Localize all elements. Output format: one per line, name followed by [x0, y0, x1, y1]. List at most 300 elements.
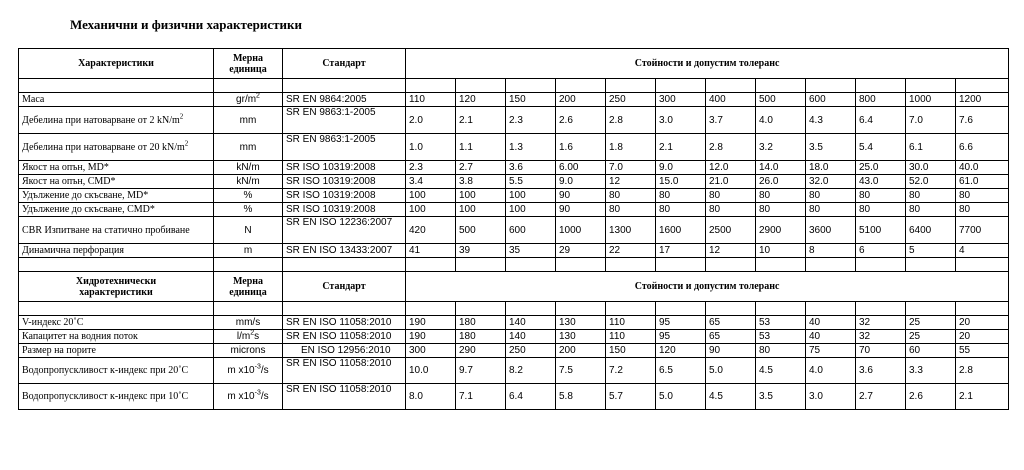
header-unit-line2: единица: [229, 63, 267, 75]
value-cell: 600: [506, 217, 556, 244]
value-cell: 150: [606, 344, 656, 358]
value-cell: 100: [506, 203, 556, 217]
table-row: [19, 161, 1009, 175]
value-cell: 41: [406, 244, 456, 258]
value-cell: 80: [756, 203, 806, 217]
standard-cell: SR EN ISO 13433:2007: [283, 244, 406, 258]
empty-cell: [606, 258, 656, 272]
unit-cell: [214, 358, 283, 384]
value-cell: 70: [856, 344, 906, 358]
value-cell: 300: [656, 93, 706, 107]
value-cell: 500: [456, 217, 506, 244]
value-cell: 100: [406, 189, 456, 203]
value-cell: 75: [806, 344, 856, 358]
value-cell: 4.0: [756, 107, 806, 134]
value-cell: 500: [756, 93, 806, 107]
standard-cell: SR ISO 10319:2008: [283, 189, 406, 203]
value-cell: 1.0: [406, 134, 456, 161]
standard-cell: SR EN ISO 11058:2010: [283, 358, 406, 384]
value-cell: 10.0: [406, 358, 456, 384]
value-cell: 20: [956, 316, 1009, 330]
value-cell: 65: [706, 330, 756, 344]
header-unit-line1: Мерна: [232, 52, 264, 64]
table-row: [19, 330, 1009, 344]
header-unit-line1: Мерна: [232, 275, 264, 287]
value-cell: 39: [456, 244, 506, 258]
standard-cell: SR EN ISO 11058:2010: [283, 316, 406, 330]
value-cell: 3.7: [706, 107, 756, 134]
empty-cell: [806, 302, 856, 316]
unit-text: %: [243, 190, 253, 201]
unit-suffix: /s: [260, 391, 269, 402]
value-cell: 3.0: [806, 384, 856, 410]
value-cell: 3.5: [806, 134, 856, 161]
value-cell: 2.6: [556, 107, 606, 134]
empty-cell: [656, 302, 706, 316]
empty-cell: [906, 258, 956, 272]
empty-cell: [283, 302, 406, 316]
value-cell: 6.4: [506, 384, 556, 410]
value-cell: 32: [856, 316, 906, 330]
unit-superscript: 2: [250, 329, 255, 337]
value-cell: 9.0: [656, 161, 706, 175]
value-cell: 5.7: [606, 384, 656, 410]
table-row: [19, 107, 1009, 134]
header-unit-line2: единица: [229, 286, 267, 298]
unit-cell: [214, 107, 283, 134]
value-cell: 21.0: [706, 175, 756, 189]
spacer-row: [19, 79, 1009, 93]
unit-text: kN/m: [236, 162, 260, 173]
value-cell: 90: [706, 344, 756, 358]
value-cell: 8.2: [506, 358, 556, 384]
header-row-hydro: [19, 272, 1009, 302]
value-cell: 3600: [806, 217, 856, 244]
value-cell: 14.0: [756, 161, 806, 175]
value-cell: 6.4: [856, 107, 906, 134]
value-cell: 9.7: [456, 358, 506, 384]
value-cell: 80: [606, 203, 656, 217]
table-row: [19, 244, 1009, 258]
value-cell: 1600: [656, 217, 706, 244]
unit-superscript: 2: [256, 92, 260, 100]
empty-cell: [406, 79, 456, 93]
empty-cell: [606, 302, 656, 316]
characteristic-name-text: Маса: [22, 94, 45, 105]
table-row: [19, 175, 1009, 189]
value-cell: 2500: [706, 217, 756, 244]
unit-superscript: -3: [254, 389, 261, 397]
header-values: Стойности и допустим толеранс: [406, 49, 1009, 79]
empty-cell: [456, 258, 506, 272]
value-cell: 1.3: [506, 134, 556, 161]
standard-cell: SR EN 9864:2005: [283, 93, 406, 107]
empty-cell: [283, 79, 406, 93]
value-cell: 2.1: [956, 384, 1009, 410]
empty-cell: [19, 258, 214, 272]
value-cell: 120: [656, 344, 706, 358]
value-cell: 80: [656, 203, 706, 217]
value-cell: 2.0: [406, 107, 456, 134]
table-row: [19, 189, 1009, 203]
value-cell: 5.4: [856, 134, 906, 161]
value-cell: 4.5: [756, 358, 806, 384]
value-cell: 120: [456, 93, 506, 107]
value-cell: 7.2: [606, 358, 656, 384]
value-cell: 140: [506, 330, 556, 344]
empty-cell: [606, 79, 656, 93]
unit-cell: [214, 203, 283, 217]
characteristic-name-text: Капацитет на водния поток: [22, 331, 138, 342]
value-cell: 110: [406, 93, 456, 107]
value-cell: 100: [406, 203, 456, 217]
empty-cell: [456, 79, 506, 93]
value-cell: 90: [556, 203, 606, 217]
table-row: [19, 384, 1009, 410]
value-cell: 7.0: [906, 107, 956, 134]
value-cell: 12: [706, 244, 756, 258]
empty-cell: [406, 258, 456, 272]
value-cell: 3.3: [906, 358, 956, 384]
value-cell: 4.0: [806, 358, 856, 384]
value-cell: 190: [406, 316, 456, 330]
empty-cell: [19, 79, 214, 93]
value-cell: 3.6: [506, 161, 556, 175]
value-cell: 20: [956, 330, 1009, 344]
value-cell: 6.5: [656, 358, 706, 384]
value-cell: 1.8: [606, 134, 656, 161]
unit-cell: [214, 175, 283, 189]
characteristics-table: [18, 48, 1009, 410]
standard-cell: SR EN 9863:1-2005: [283, 107, 406, 134]
value-cell: 7700: [956, 217, 1009, 244]
characteristic-name-text: Водопропускливост к-индекс при 10˚C: [22, 391, 189, 402]
characteristic-name: [19, 161, 214, 175]
value-cell: 180: [456, 316, 506, 330]
characteristic-name: [19, 316, 214, 330]
characteristic-name: [19, 330, 214, 344]
empty-cell: [806, 258, 856, 272]
name-superscript: 2: [179, 112, 184, 121]
value-cell: 55: [956, 344, 1009, 358]
value-cell: 80: [856, 189, 906, 203]
unit-cell: [214, 316, 283, 330]
characteristic-name-text: Водопропускливост к-индекс при 20˚C: [22, 365, 189, 376]
unit-suffix: /s: [260, 365, 269, 376]
unit-text: kN/m: [236, 176, 260, 187]
empty-cell: [214, 79, 283, 93]
value-cell: 3.2: [756, 134, 806, 161]
characteristic-name: [19, 93, 214, 107]
value-cell: 43.0: [856, 175, 906, 189]
value-cell: 12.0: [706, 161, 756, 175]
value-cell: 9.0: [556, 175, 606, 189]
empty-cell: [706, 79, 756, 93]
characteristic-name-text: Дебелина при натоварване от 2 kN/m: [22, 114, 180, 126]
standard-cell: SR EN 9863:1-2005: [283, 134, 406, 161]
unit-text: l/m: [236, 331, 251, 342]
empty-cell: [556, 79, 606, 93]
value-cell: 2.8: [706, 134, 756, 161]
value-cell: 5: [906, 244, 956, 258]
value-cell: 100: [456, 203, 506, 217]
value-cell: 2.1: [656, 134, 706, 161]
characteristic-name-text: CBR Изпитване на статично пробиване: [22, 224, 190, 236]
value-cell: 40: [806, 330, 856, 344]
characteristic-name-text: V-индекс 20˚C: [22, 317, 84, 328]
unit-text: m x10: [227, 391, 255, 402]
empty-cell: [706, 302, 756, 316]
empty-cell: [283, 258, 406, 272]
table-body: [19, 49, 1009, 410]
table-row: [19, 358, 1009, 384]
unit-text: %: [243, 204, 253, 215]
value-cell: 17: [656, 244, 706, 258]
value-cell: 7.5: [556, 358, 606, 384]
value-cell: 90: [556, 189, 606, 203]
value-cell: 2.3: [506, 107, 556, 134]
characteristic-name: [19, 244, 214, 258]
unit-cell: [214, 344, 283, 358]
unit-cell: [214, 93, 283, 107]
value-cell: 3.6: [856, 358, 906, 384]
value-cell: 800: [856, 93, 906, 107]
empty-cell: [506, 302, 556, 316]
value-cell: 110: [606, 316, 656, 330]
empty-cell: [706, 258, 756, 272]
value-cell: 32: [856, 330, 906, 344]
value-cell: 80: [906, 189, 956, 203]
value-cell: 2.6: [906, 384, 956, 410]
value-cell: 2.1: [456, 107, 506, 134]
table-row: [19, 344, 1009, 358]
value-cell: 1200: [956, 93, 1009, 107]
value-cell: 1000: [556, 217, 606, 244]
value-cell: 8.0: [406, 384, 456, 410]
unit-suffix: s: [254, 331, 260, 342]
value-cell: 2.7: [456, 161, 506, 175]
unit-text: m: [243, 245, 253, 256]
unit-text: m x10: [227, 365, 255, 376]
standard-cell: EN ISO 12956:2010: [283, 344, 406, 358]
value-cell: 1.6: [556, 134, 606, 161]
value-cell: 30.0: [906, 161, 956, 175]
value-cell: 7.6: [956, 107, 1009, 134]
unit-text: mm: [239, 141, 257, 153]
header-hydro-line2: характеристики: [79, 286, 153, 298]
value-cell: 140: [506, 316, 556, 330]
value-cell: 4.3: [806, 107, 856, 134]
header-values: Стойности и допустим толеранс: [406, 272, 1009, 302]
value-cell: 52.0: [906, 175, 956, 189]
characteristic-name: [19, 175, 214, 189]
characteristic-name-text: Удължение до скъсване, MD*: [22, 190, 149, 201]
value-cell: 5.8: [556, 384, 606, 410]
value-cell: 290: [456, 344, 506, 358]
value-cell: 2.3: [406, 161, 456, 175]
unit-cell: [214, 217, 283, 244]
value-cell: 420: [406, 217, 456, 244]
empty-cell: [656, 258, 706, 272]
empty-cell: [506, 79, 556, 93]
value-cell: 40: [806, 316, 856, 330]
value-cell: 5100: [856, 217, 906, 244]
value-cell: 1300: [606, 217, 656, 244]
empty-cell: [19, 302, 214, 316]
value-cell: 400: [706, 93, 756, 107]
empty-cell: [756, 79, 806, 93]
empty-cell: [214, 302, 283, 316]
header-standard: Стандарт: [283, 272, 406, 302]
value-cell: 1.1: [456, 134, 506, 161]
value-cell: 3.5: [756, 384, 806, 410]
standard-cell: SR EN ISO 12236:2007: [283, 217, 406, 244]
standard-cell: SR EN ISO 11058:2010: [283, 384, 406, 410]
header-unit: [214, 49, 283, 79]
value-cell: 80: [706, 203, 756, 217]
value-cell: 250: [506, 344, 556, 358]
characteristic-name-text: Якост на опън, CMD*: [22, 176, 116, 187]
value-cell: 80: [956, 203, 1009, 217]
unit-cell: [214, 134, 283, 161]
characteristic-name: [19, 107, 214, 134]
characteristic-name-text: Дебелина при натоварване от 20 kN/m: [22, 141, 185, 153]
value-cell: 65: [706, 316, 756, 330]
value-cell: 80: [856, 203, 906, 217]
value-cell: 6.00: [556, 161, 606, 175]
value-cell: 150: [506, 93, 556, 107]
empty-cell: [214, 258, 283, 272]
value-cell: 2.7: [856, 384, 906, 410]
value-cell: 6.6: [956, 134, 1009, 161]
empty-cell: [956, 258, 1009, 272]
unit-text: N: [244, 224, 252, 236]
value-cell: 3.4: [406, 175, 456, 189]
empty-cell: [656, 79, 706, 93]
spacer-row: [19, 302, 1009, 316]
unit-cell: [214, 384, 283, 410]
value-cell: 18.0: [806, 161, 856, 175]
characteristic-name-text: Размер на порите: [22, 345, 96, 356]
value-cell: 5.5: [506, 175, 556, 189]
value-cell: 300: [406, 344, 456, 358]
page-title: Механични и физични характеристики: [70, 17, 303, 32]
header-row-mechanical: [19, 49, 1009, 79]
table-row: [19, 217, 1009, 244]
unit-cell: [214, 161, 283, 175]
value-cell: 130: [556, 330, 606, 344]
value-cell: 32.0: [806, 175, 856, 189]
header-characteristics: Характеристики: [19, 49, 214, 79]
value-cell: 6: [856, 244, 906, 258]
characteristic-name-text: Удължение до скъсване, CMD*: [22, 204, 155, 215]
value-cell: 2.8: [956, 358, 1009, 384]
empty-cell: [856, 258, 906, 272]
name-superscript: 2: [184, 139, 189, 148]
value-cell: 3.8: [456, 175, 506, 189]
value-cell: 80: [806, 189, 856, 203]
unit-cell: [214, 330, 283, 344]
value-cell: 40.0: [956, 161, 1009, 175]
value-cell: 180: [456, 330, 506, 344]
value-cell: 1000: [906, 93, 956, 107]
unit-text: gr/m: [236, 94, 257, 105]
empty-cell: [756, 302, 806, 316]
value-cell: 200: [556, 93, 606, 107]
characteristic-name: [19, 217, 214, 244]
value-cell: 200: [556, 344, 606, 358]
value-cell: 4.5: [706, 384, 756, 410]
value-cell: 53: [756, 316, 806, 330]
unit-superscript: -3: [254, 363, 261, 371]
characteristic-name-text: Якост на опън, MD*: [22, 162, 109, 173]
value-cell: 35: [506, 244, 556, 258]
value-cell: 7.0: [606, 161, 656, 175]
standard-cell: SR ISO 10319:2008: [283, 161, 406, 175]
value-cell: 5.0: [706, 358, 756, 384]
empty-cell: [556, 258, 606, 272]
value-cell: 95: [656, 316, 706, 330]
value-cell: 110: [606, 330, 656, 344]
value-cell: 2.8: [606, 107, 656, 134]
value-cell: 5.0: [656, 384, 706, 410]
header-standard: Стандарт: [283, 49, 406, 79]
characteristic-name: [19, 203, 214, 217]
value-cell: 80: [656, 189, 706, 203]
value-cell: 29: [556, 244, 606, 258]
value-cell: 80: [756, 189, 806, 203]
characteristic-name: [19, 358, 214, 384]
unit-cell: [214, 244, 283, 258]
value-cell: 8: [806, 244, 856, 258]
empty-cell: [856, 79, 906, 93]
empty-cell: [756, 258, 806, 272]
value-cell: 80: [706, 189, 756, 203]
value-cell: 6.1: [906, 134, 956, 161]
value-cell: 53: [756, 330, 806, 344]
standard-cell: SR EN ISO 11058:2010: [283, 330, 406, 344]
value-cell: 100: [456, 189, 506, 203]
unit-text: microns: [230, 345, 266, 356]
empty-cell: [506, 258, 556, 272]
value-cell: 25.0: [856, 161, 906, 175]
empty-cell: [406, 302, 456, 316]
value-cell: 12: [606, 175, 656, 189]
characteristic-name: [19, 344, 214, 358]
value-cell: 10: [756, 244, 806, 258]
value-cell: 2900: [756, 217, 806, 244]
value-cell: 80: [806, 203, 856, 217]
empty-cell: [956, 302, 1009, 316]
value-cell: 130: [556, 316, 606, 330]
empty-cell: [456, 302, 506, 316]
value-cell: 80: [906, 203, 956, 217]
value-cell: 600: [806, 93, 856, 107]
value-cell: 250: [606, 93, 656, 107]
table-row: [19, 316, 1009, 330]
value-cell: 190: [406, 330, 456, 344]
empty-cell: [556, 302, 606, 316]
value-cell: 60: [906, 344, 956, 358]
header-hydro-line1: Хидротехнически: [75, 275, 157, 287]
empty-cell: [906, 302, 956, 316]
standard-cell: SR ISO 10319:2008: [283, 175, 406, 189]
empty-cell: [806, 79, 856, 93]
value-cell: 25: [906, 330, 956, 344]
value-cell: 100: [506, 189, 556, 203]
value-cell: 25: [906, 316, 956, 330]
value-cell: 80: [756, 344, 806, 358]
